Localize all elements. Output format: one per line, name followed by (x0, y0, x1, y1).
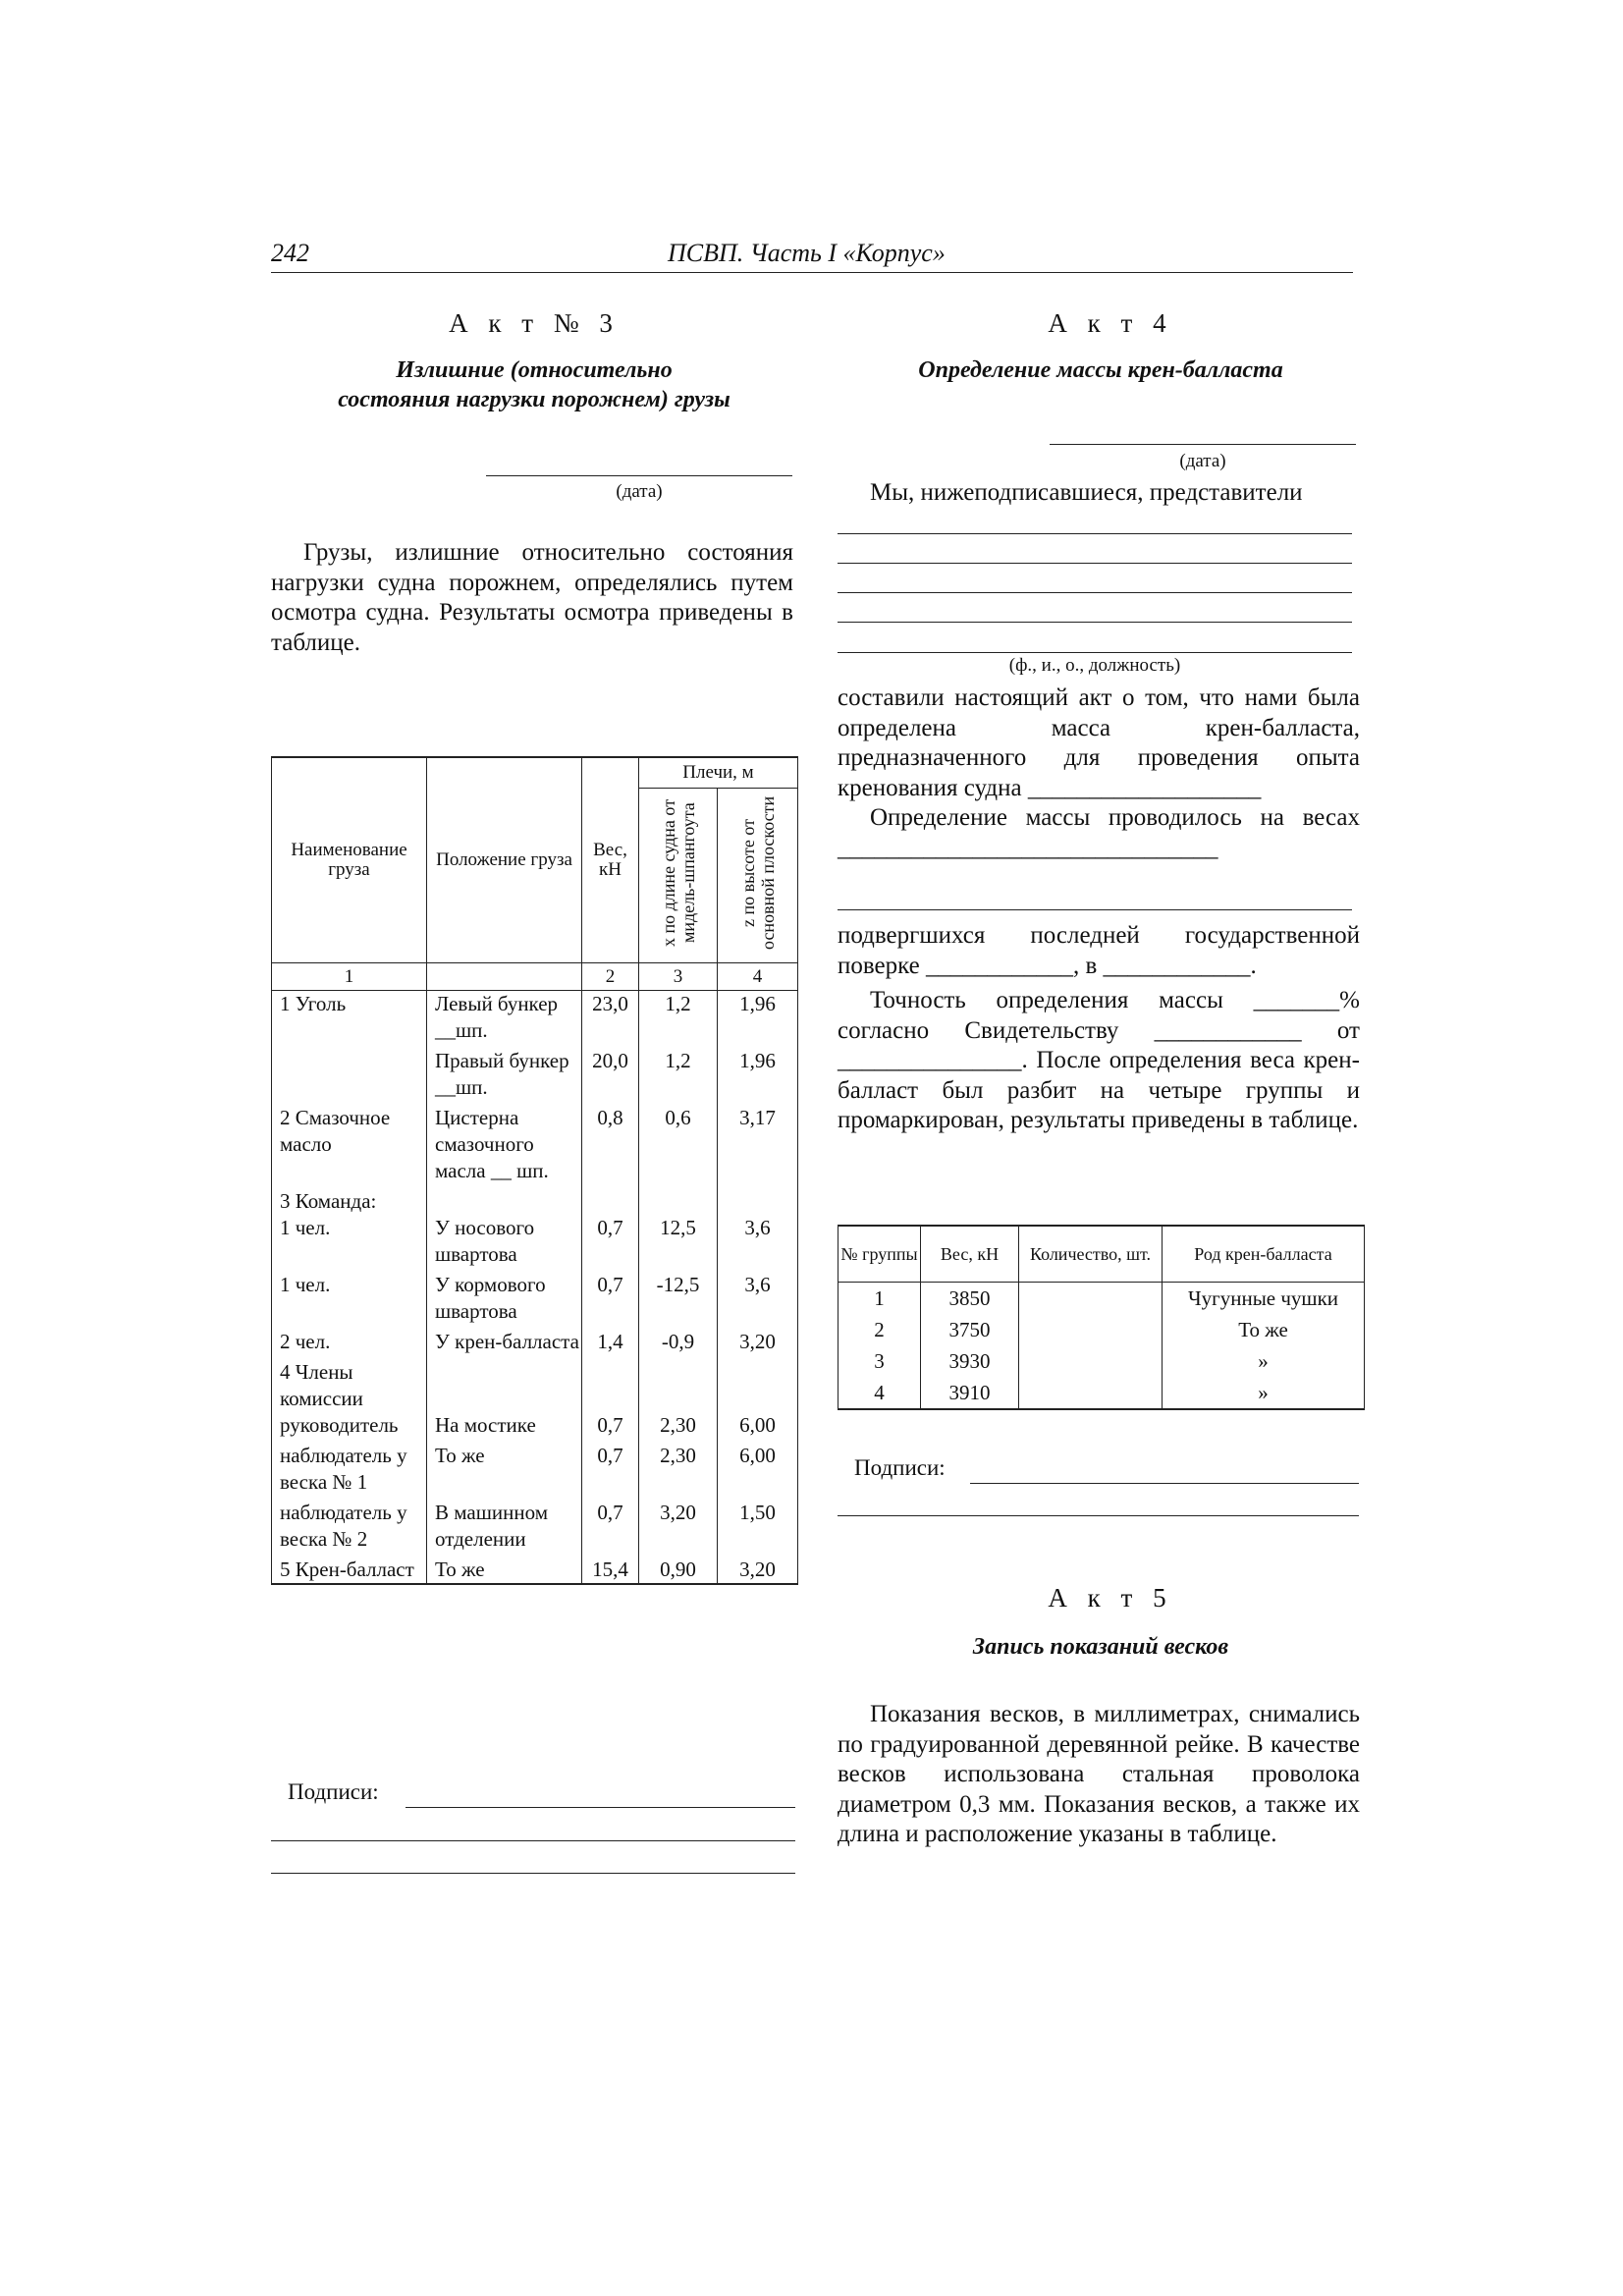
act4-paragraph-4: Точность определения массы _______% согласно Свидетельству ____________ от _______________. После определения веса крен-балласт был разбит на четыре группы и промаркирован, результаты приведены в таблице. (838, 987, 1360, 1133)
cargo-weight: 0,7 (582, 1496, 639, 1553)
cargo-arm-x: -0,9 (639, 1325, 718, 1355)
cargo-arm-x (639, 1184, 718, 1215)
col-header-x: x по длине судна от мидель-шпангоута (658, 798, 698, 948)
cargo-arm-x: -12,5 (639, 1268, 718, 1325)
cargo-arm-x: 0,6 (639, 1101, 718, 1184)
cargo-weight: 1,4 (582, 1325, 639, 1355)
act5-paragraph: Показания весков, в миллиметрах, снимались по градуированной деревянной рейке. В качестве весков использована стальная проволока диаметром 0,3 мм. Показания весков, а также их длина и расположение указаны в таблице. (838, 1701, 1360, 1847)
act4-persons-caption: (ф., и., о., должность) (1008, 655, 1181, 676)
cargo-arm-z: 1,50 (718, 1496, 798, 1553)
cargo-position: То же (427, 1553, 582, 1584)
act5-title: А к т 5 (1048, 1583, 1173, 1613)
table-row (272, 1044, 798, 1101)
cargo-arm-x: 0,90 (639, 1553, 718, 1584)
cargo-arm-z: 3,6 (718, 1215, 798, 1268)
act3-signature-line[interactable] (271, 1873, 795, 1874)
cargo-arm-z: 3,20 (718, 1325, 798, 1355)
group-type: » (1163, 1377, 1365, 1409)
act3-cargo-table (271, 756, 798, 1585)
table-row (272, 1325, 798, 1355)
col-header-group: № группы (839, 1226, 921, 1283)
cargo-arm-x: 2,30 (639, 1439, 718, 1496)
table-row (839, 1314, 1365, 1345)
cargo-name: 1 чел. (272, 1215, 427, 1268)
act4-paragraph-3: подвергшихся последней государственной поверке ____________, в ____________. (838, 922, 1360, 979)
col-header-z-cell (718, 789, 798, 963)
cargo-arm-x: 1,2 (639, 991, 718, 1045)
cargo-name: 1 чел. (272, 1268, 427, 1325)
cargo-weight: 0,8 (582, 1101, 639, 1184)
act4-person-line[interactable] (838, 622, 1352, 623)
cargo-name: 2 Смазочное масло (272, 1101, 427, 1184)
table-row (272, 1215, 798, 1268)
act4-signatures-label: Подписи: (854, 1455, 946, 1480)
cargo-arm-z: 3,17 (718, 1101, 798, 1184)
col-number-2: 2 (582, 963, 639, 991)
group-weight: 3850 (921, 1283, 1019, 1315)
act3-date-caption: (дата) (616, 481, 663, 502)
act3-subtitle (271, 355, 797, 414)
cargo-arm-z: 1,96 (718, 991, 798, 1045)
group-weight: 3910 (921, 1377, 1019, 1409)
table-row (839, 1345, 1365, 1377)
cargo-weight: 20,0 (582, 1044, 639, 1101)
act3-signature-line[interactable] (406, 1807, 795, 1808)
act4-subtitle: Определение массы крен-балласта (918, 357, 1283, 383)
act4-scales-line[interactable] (838, 909, 1352, 910)
act4-title: А к т 4 (1048, 308, 1173, 338)
page-number: 242 (271, 239, 309, 267)
act4-person-line[interactable] (838, 533, 1352, 534)
cargo-weight: 0,7 (582, 1439, 639, 1496)
cargo-position: У носового швартова (427, 1215, 582, 1268)
table-row (272, 991, 798, 1045)
col-number-1: 1 (272, 963, 427, 991)
cargo-name: наблюдатель у веска № 2 (272, 1496, 427, 1553)
table-row (839, 1283, 1365, 1315)
act5-subtitle: Запись показаний весков (972, 1634, 1229, 1660)
act4-signature-line[interactable] (838, 1515, 1359, 1516)
table-row (839, 1377, 1365, 1409)
cargo-arm-x: 1,2 (639, 1044, 718, 1101)
col-header-arms: Плечи, м (639, 757, 798, 789)
group-count (1019, 1345, 1163, 1377)
cargo-arm-z: 3,6 (718, 1268, 798, 1325)
act4-intro: Мы, нижеподписавшиеся, представители (870, 479, 1303, 506)
act4-paragraph-2: Определение массы проводилось на весах _______________________________ (838, 804, 1360, 861)
cargo-arm-z: 6,00 (718, 1412, 798, 1439)
cargo-weight: 0,7 (582, 1215, 639, 1268)
col-header-weight: Вес, кН (921, 1226, 1019, 1283)
table-row (272, 1412, 798, 1439)
cargo-name (272, 1044, 427, 1101)
cargo-weight (582, 1184, 639, 1215)
table-row (272, 1355, 798, 1412)
table-row (272, 1553, 798, 1584)
group-type: Чугунные чушки (1163, 1283, 1365, 1315)
cargo-arm-z (718, 1184, 798, 1215)
cargo-arm-z: 6,00 (718, 1439, 798, 1496)
cargo-weight: 0,7 (582, 1268, 639, 1325)
group-number: 2 (839, 1314, 921, 1345)
cargo-name: 1 Уголь (272, 991, 427, 1045)
cargo-position: У крен-балласта (427, 1325, 582, 1355)
table-row (272, 1439, 798, 1496)
act3-signature-line[interactable] (271, 1840, 795, 1841)
cargo-name: 5 Крен-балласт (272, 1553, 427, 1584)
cargo-position: У кормового швартова (427, 1268, 582, 1325)
group-count (1019, 1314, 1163, 1345)
cargo-weight: 15,4 (582, 1553, 639, 1584)
act4-date-line[interactable] (1050, 444, 1356, 445)
group-weight: 3750 (921, 1314, 1019, 1345)
act3-subtitle-line2: состояния нагрузки порожнем) грузы (338, 387, 730, 412)
cargo-position: На мостике (427, 1412, 582, 1439)
cargo-position: В машинном отделении (427, 1496, 582, 1553)
col-number-4: 4 (718, 963, 798, 991)
col-number-3: 3 (639, 963, 718, 991)
col-header-x-cell (639, 789, 718, 963)
cargo-weight: 23,0 (582, 991, 639, 1045)
col-header-z: z по высоте от основной плоскости (737, 795, 778, 951)
header-rule (271, 272, 1353, 273)
running-title: ПСВП. Часть I «Корпус» (668, 239, 946, 267)
group-type: То же (1163, 1314, 1365, 1345)
col-header-name: Наименование груза (272, 757, 427, 963)
table-row (272, 1496, 798, 1553)
act3-paragraph: Грузы, излишние относительно состояния нагрузки судна порожнем, определялись путем осмотра судна. Результаты осмотра приведены в таблице. (271, 539, 793, 656)
cargo-name: 2 чел. (272, 1325, 427, 1355)
col-header-type: Род крен-балласта (1163, 1226, 1365, 1283)
cargo-arm-x (639, 1355, 718, 1412)
act3-title: А к т № 3 (449, 308, 620, 338)
cargo-name: руководитель (272, 1412, 427, 1439)
act4-signature-line[interactable] (970, 1483, 1359, 1484)
table-row (272, 1101, 798, 1184)
group-count (1019, 1377, 1163, 1409)
cargo-arm-z: 3,20 (718, 1553, 798, 1584)
group-weight: 3930 (921, 1345, 1019, 1377)
cargo-position (427, 1184, 582, 1215)
col-header-count: Количество, шт. (1019, 1226, 1163, 1283)
act4-paragraph-1: составили настоящий акт о том, что нами была определена масса крен-балласта, предназначенного для проведения опыта кренования судна ___________________ (838, 684, 1360, 801)
cargo-arm-x: 12,5 (639, 1215, 718, 1268)
cargo-position: То же (427, 1439, 582, 1496)
group-number: 3 (839, 1345, 921, 1377)
group-type: » (1163, 1345, 1365, 1377)
col-header-position: Положение груза (427, 757, 582, 963)
col-header-weight: Вес, кН (582, 757, 639, 963)
group-number: 1 (839, 1283, 921, 1315)
act3-subtitle-line1: Излишние (относительно (396, 357, 673, 383)
cargo-name: 4 Члены комиссии (272, 1355, 427, 1412)
cargo-arm-x: 2,30 (639, 1412, 718, 1439)
act3-date-line[interactable] (486, 475, 792, 476)
group-count (1019, 1283, 1163, 1315)
table-row (272, 1184, 798, 1215)
cargo-name: наблюдатель у веска № 1 (272, 1439, 427, 1496)
act4-person-line[interactable] (838, 592, 1352, 593)
act4-ballast-table (838, 1225, 1365, 1410)
act4-person-line[interactable] (838, 652, 1352, 653)
cargo-name: 3 Команда: (272, 1184, 427, 1215)
table-row (272, 1268, 798, 1325)
cargo-arm-z: 1,96 (718, 1044, 798, 1101)
cargo-position: Левый бункер __шп. (427, 991, 582, 1045)
cargo-position: Правый бункер __шп. (427, 1044, 582, 1101)
cargo-arm-z (718, 1355, 798, 1412)
act4-person-line[interactable] (838, 563, 1352, 564)
cargo-position (427, 1355, 582, 1412)
act4-date-caption: (дата) (1179, 451, 1226, 471)
act3-signatures-label: Подписи: (288, 1779, 379, 1804)
cargo-position: Цистерна смазочного масла __ шп. (427, 1101, 582, 1184)
group-number: 4 (839, 1377, 921, 1409)
cargo-arm-x: 3,20 (639, 1496, 718, 1553)
cargo-weight: 0,7 (582, 1412, 639, 1439)
cargo-weight (582, 1355, 639, 1412)
col-number-blank (427, 963, 582, 991)
